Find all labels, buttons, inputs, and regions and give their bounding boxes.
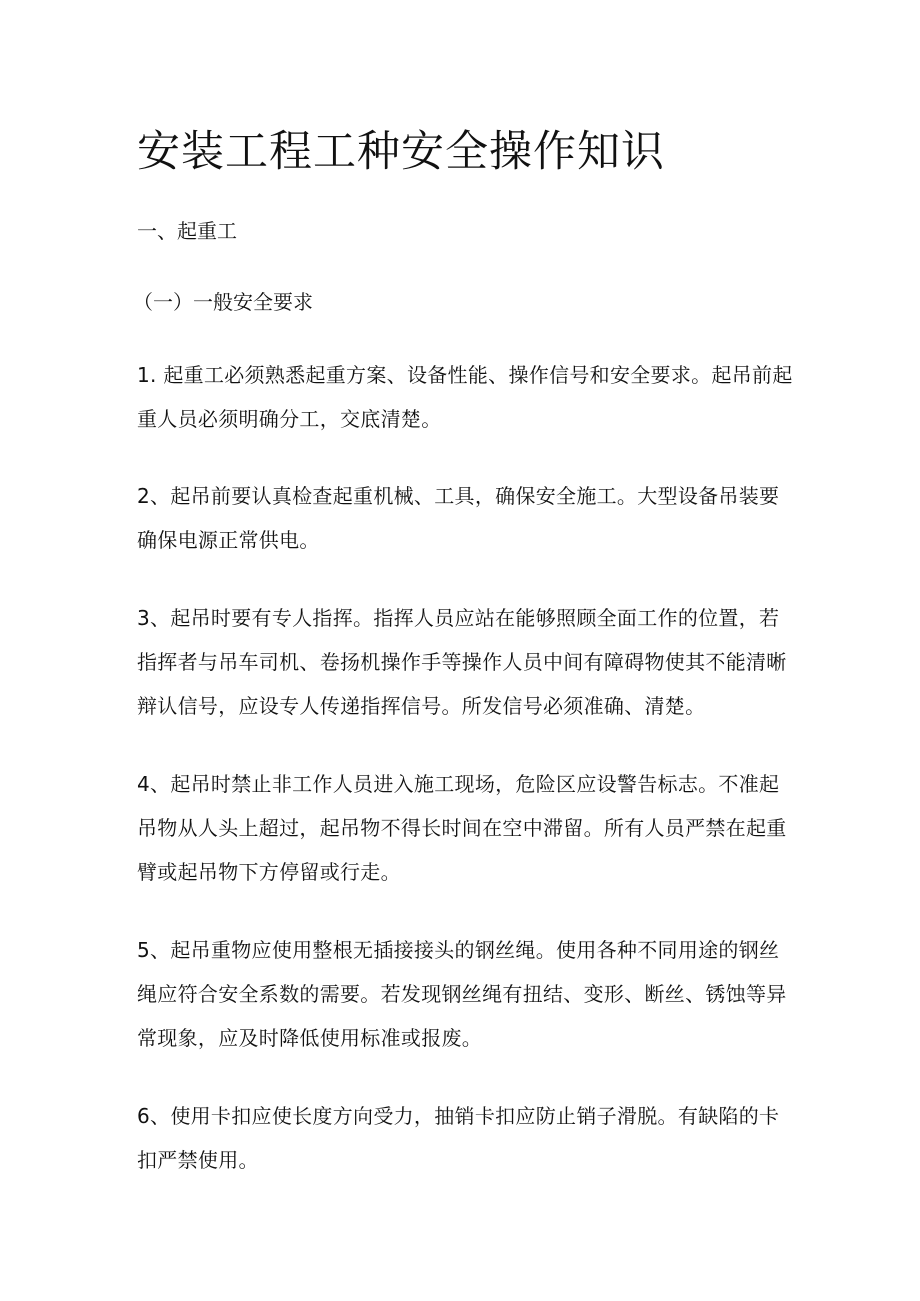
paragraph-line: 3、起吊时要有专人指挥。指挥人员应站在能够照顾全面工作的位置，若 [137,606,780,630]
document-title: 安装工程工种安全操作知识 [137,127,665,177]
paragraph-line: 6、使用卡扣应使长度方向受力，抽销卡扣应防止销子滑脱。有缺陷的卡 [137,1104,780,1128]
paragraph-line: 吊物从人头上超过，起吊物不得长时间在空中滞留。所有人员严禁在起重 [137,816,787,840]
paragraph-line: 扣严禁使用。 [137,1148,259,1172]
paragraph-4 [137,762,787,894]
paragraph-3 [137,596,787,728]
paragraph-line: 2、起吊前要认真检查起重机械、工具，确保安全施工。大型设备吊装要 [137,484,780,508]
paragraph-line: 指挥者与吊车司机、卷扬机操作手等操作人员中间有障碍物使其不能清晰 [137,650,787,674]
paragraph-line: 确保电源正常供电。 [137,528,320,552]
paragraph-line: 4、起吊时禁止非工作人员进入施工现场，危险区应设警告标志。不准起 [137,772,780,796]
paragraph-line: 5、起吊重物应使用整根无插接接头的钢丝绳。使用各种不同用途的钢丝 [137,938,780,962]
paragraph-line: 常现象，应及时降低使用标准或报废。 [137,1026,483,1050]
paragraph-1 [137,353,793,441]
subsection-heading: （一）一般安全要求 [133,290,313,314]
paragraph-line: 臂或起吊物下方停留或行走。 [137,860,401,884]
paragraph-6 [137,1094,787,1182]
paragraph-5 [137,928,787,1060]
paragraph-2 [137,474,787,562]
paragraph-line: 绳应符合安全系数的需要。若发现钢丝绳有扭结、变形、断丝、锈蚀等异 [137,982,787,1006]
paragraph-line: 辩认信号，应设专人传递指挥信号。所发信号必须准确、清楚。 [137,694,706,718]
paragraph-line: 重人员必须明确分工，交底清楚。 [137,407,442,431]
paragraph-line: 1. 起重工必须熟悉起重方案、设备性能、操作信号和安全要求。起吊前起 [137,363,793,387]
section-heading: 一、起重工 [137,219,237,243]
